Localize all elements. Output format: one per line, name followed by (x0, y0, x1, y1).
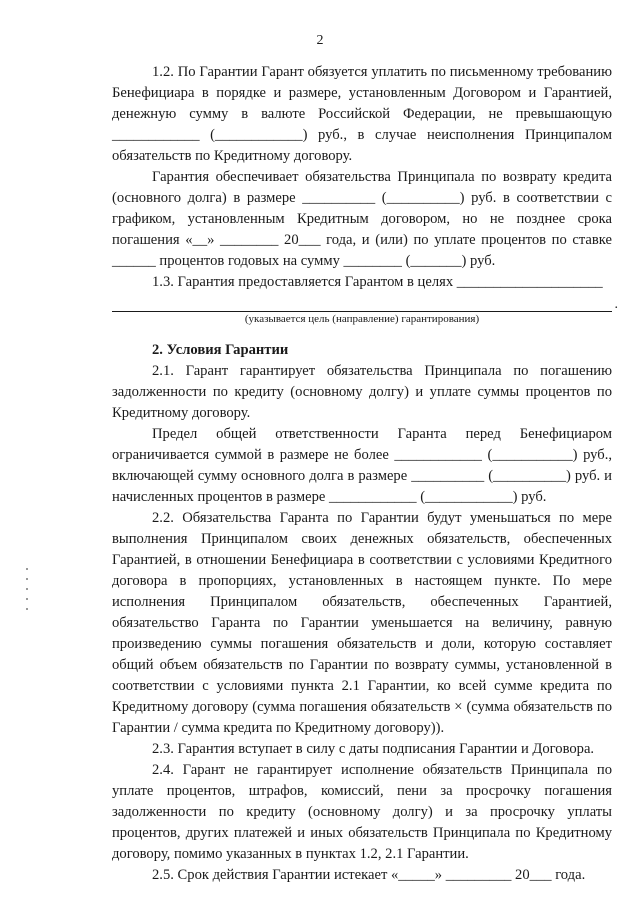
clause-2-4: 2.4. Гарант не гарантирует исполнение обязательств Принципала по уплате процентов, штрафов, комиссий, пени за просрочку погашения задолженности по кредиту (основному долгу) и за просрочку уплаты процентов, других платежей и иных обязательств Принципала по Кредитному договору, помимо указанных в пунктах 1.2, 2.1 Гарантии. (112, 762, 612, 862)
clause-2-3: 2.3. Гарантия вступает в силу с даты подписания Гарантии и Договора. (152, 741, 595, 757)
clause-1-2: 1.2. По Гарантии Гарант обязуется уплатить по письменному требованию Бенефициара в порядке и размере, установленным Договором и Гарантией, денежную сумму в валюте Российской Федерации, не превышающую ____________ (____________) руб., в случае неисполнения Принципалом обязательств по Кредитному договору. (112, 64, 612, 164)
document-body (112, 62, 618, 886)
clause-2-1-limit: Предел общей ответственности Гаранта перед Бенефициаром ограничивается суммой в размере не более ____________ (___________) руб., включающей сумму основного долга в размере __________ (__________) руб. и начисленных процентов в размере ____________ (____________) руб. (112, 426, 612, 505)
purpose-caption: (указывается цель (направление) гарантирования) (244, 313, 480, 325)
page-number: 2 (316, 33, 324, 48)
purpose-line-end: . (614, 297, 618, 312)
clause-2-1: 2.1. Гарант гарантирует обязательства Принципала по погашению задолженности по кредиту (основному долгу) и уплате суммы процентов по Кредитному договору. (112, 363, 612, 421)
scan-margin-marks (26, 560, 46, 640)
purpose-blank-line (112, 295, 618, 312)
section-2-heading: 2. Условия Гарантии (152, 342, 289, 358)
clause-1-2-obligations: Гарантия обеспечивает обязательства Принципала по возврату кредита (основного долга) в размере __________ (__________) руб. в соответствии с графиком, установленным Кредитным договором, но не позднее срока погашения «__» ________ 20___ года, и (или) по уплате процентов по ставке ______ процентов годовых на сумму ________ (_______) руб. (112, 169, 612, 269)
clause-2-5: 2.5. Срок действия Гарантии истекает «_____» _________ 20___ года. (152, 867, 586, 883)
clause-2-2: 2.2. Обязательства Гаранта по Гарантии будут уменьшаться по мере выполнения Принципалом своих денежных обязательств, обеспеченных Гарантией, в отношении Бенефициара в соответствии с условиями Кредитного договора в пропорциях, установленных в настоящем пункте. По мере исполнения Принципалом обязательств, обеспеченных Гарантией, обязательство Гаранта по Гарантии уменьшается на величину, равную произведению суммы погашения обязательств и доли, которую составляет общий объем обязательств по Гарантии по возврату суммы, установленной в соответствии с условиями пункта 2.1 Гарантии, ко всей сумме кредита по Кредитному договору (сумма погашения обязательств × (сумма обязательств по Гарантии / сумма кредита по Кредитному договору)). (112, 510, 612, 736)
clause-1-3: 1.3. Гарантия предоставляется Гарантом в целях ____________________ (152, 274, 603, 290)
